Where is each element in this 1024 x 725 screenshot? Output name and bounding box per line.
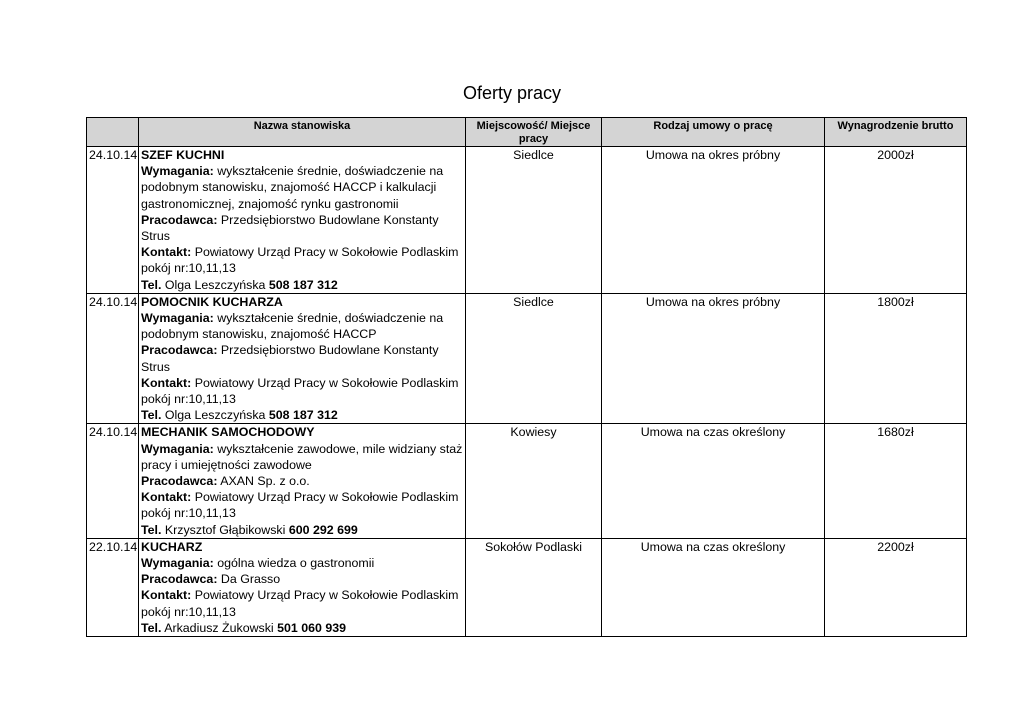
tel-name: Arkadiusz Żukowski: [164, 620, 274, 635]
requirements-line: [141, 555, 463, 571]
requirements-text: wykształcenie średnie, doświadczenie na podobnym stanowisku, znajomość HACCP: [141, 311, 444, 342]
contact-line: [141, 587, 463, 619]
offer-location: Siedlce: [466, 147, 602, 294]
tel-label: Tel.: [141, 277, 162, 292]
table-row: [87, 293, 967, 424]
header-contract: Rodzaj umowy o pracę: [602, 118, 825, 147]
tel-name: Krzysztof Głąbikowski: [164, 522, 286, 537]
offer-date: 22.10.14: [87, 538, 139, 636]
offer-location: Sokołów Podlaski: [466, 538, 602, 636]
tel-name: Olga Leszczyńska: [164, 277, 266, 292]
header-blank: [87, 118, 139, 147]
job-title: SZEF KUCHNI: [141, 148, 225, 162]
table-row: [87, 424, 967, 538]
employer-label: Pracodawca:: [141, 212, 218, 227]
job-title: MECHANIK SAMOCHODOWY: [141, 425, 315, 440]
offer-contract: Umowa na czas określony: [602, 424, 825, 538]
header-location: Miejscowość/ Miejsce pracy: [466, 118, 602, 147]
requirements-label: Wymagania:: [141, 164, 214, 179]
tel-label: Tel.: [141, 408, 162, 423]
requirements-line: [141, 163, 463, 212]
tel-line: [141, 522, 463, 538]
employer-text: Przedsiębiorstwo Budowlane Konstanty Strus: [141, 212, 439, 244]
table-header-row: [87, 118, 967, 147]
contact-text: Powiatowy Urząd Pracy w Sokołowie Podlaskim pokój nr:10,11,13: [141, 245, 459, 276]
contact-text: Powiatowy Urząd Pracy w Sokołowie Podlaskim pokój nr:10,11,13: [141, 490, 459, 521]
contact-line: [141, 489, 463, 521]
offer-details: [139, 293, 466, 424]
requirements-text: wykształcenie średnie, doświadczenie na podobnym stanowisku, znajomość HACCP i kalkulacji gastronomicznej, znajomość rynku gastronomii: [141, 164, 444, 211]
offer-location: Kowiesy: [466, 424, 602, 538]
offer-salary: 2200zł: [825, 538, 967, 636]
job-offers-table: [86, 117, 967, 637]
offer-salary: 1680zł: [825, 424, 967, 538]
job-title: KUCHARZ: [141, 539, 203, 554]
tel-label: Tel.: [141, 522, 162, 537]
job-title: POMOCNIK KUCHARZA: [141, 294, 283, 309]
employer-label: Pracodawca:: [141, 572, 218, 587]
contact-text: Powiatowy Urząd Pracy w Sokołowie Podlaskim pokój nr:10,11,13: [141, 588, 459, 619]
tel-number: 508 187 312: [268, 277, 338, 292]
contact-label: Kontakt:: [141, 375, 192, 390]
employer-label: Pracodawca:: [141, 343, 218, 358]
contact-line: [141, 375, 463, 407]
employer-text: AXAN Sp. z o.o.: [220, 474, 310, 489]
page-title: Oferty pracy: [462, 83, 562, 103]
employer-line: [141, 212, 463, 244]
tel-label: Tel.: [141, 620, 162, 635]
offer-location: Siedlce: [466, 293, 602, 424]
tel-number: 508 187 312: [268, 408, 338, 423]
offer-salary: 1800zł: [825, 293, 967, 424]
offer-date: 24.10.14: [87, 147, 139, 294]
offer-details: [139, 424, 466, 538]
employer-text: Da Grasso: [220, 572, 281, 587]
requirements-text: wykształcenie zawodowe, mile widziany staż pracy i umiejętności zawodowe: [141, 441, 463, 472]
requirements-text: ogólna wiedza o gastronomii: [217, 556, 375, 571]
employer-line: [141, 473, 463, 489]
table-row: [87, 538, 967, 636]
offer-details: [139, 147, 466, 294]
contact-text: Powiatowy Urząd Pracy w Sokołowie Podlaskim pokój nr:10,11,13: [141, 375, 459, 407]
employer-line: [141, 342, 463, 374]
offer-salary: 2000zł: [825, 147, 967, 294]
offer-details: [139, 538, 466, 636]
requirements-label: Wymagania:: [141, 556, 214, 571]
offer-contract: Umowa na okres próbny: [602, 293, 825, 424]
tel-line: [141, 620, 463, 636]
employer-label: Pracodawca:: [141, 474, 218, 489]
contact-label: Kontakt:: [141, 245, 192, 260]
requirements-label: Wymagania:: [141, 311, 214, 326]
contact-line: [141, 244, 463, 276]
tel-number: 501 060 939: [277, 620, 347, 635]
header-salary: Wynagrodzenie brutto: [825, 118, 967, 147]
tel-line: [141, 277, 463, 293]
tel-number: 600 292 699: [288, 522, 358, 537]
requirements-line: [141, 310, 463, 342]
employer-line: [141, 571, 463, 587]
offer-date: 24.10.14: [87, 293, 139, 424]
table-row: [87, 147, 967, 294]
offer-date: 24.10.14: [87, 424, 139, 538]
header-position: Nazwa stanowiska: [139, 118, 466, 147]
contact-label: Kontakt:: [141, 588, 192, 603]
offer-contract: Umowa na okres próbny: [602, 147, 825, 294]
requirements-label: Wymagania:: [141, 441, 214, 456]
tel-line: [141, 407, 463, 423]
requirements-line: [141, 441, 463, 473]
employer-text: Przedsiębiorstwo Budowlane Konstanty Strus: [141, 343, 439, 374]
contact-label: Kontakt:: [141, 490, 192, 505]
tel-name: Olga Leszczyńska: [164, 408, 266, 423]
offer-contract: Umowa na czas określony: [602, 538, 825, 636]
